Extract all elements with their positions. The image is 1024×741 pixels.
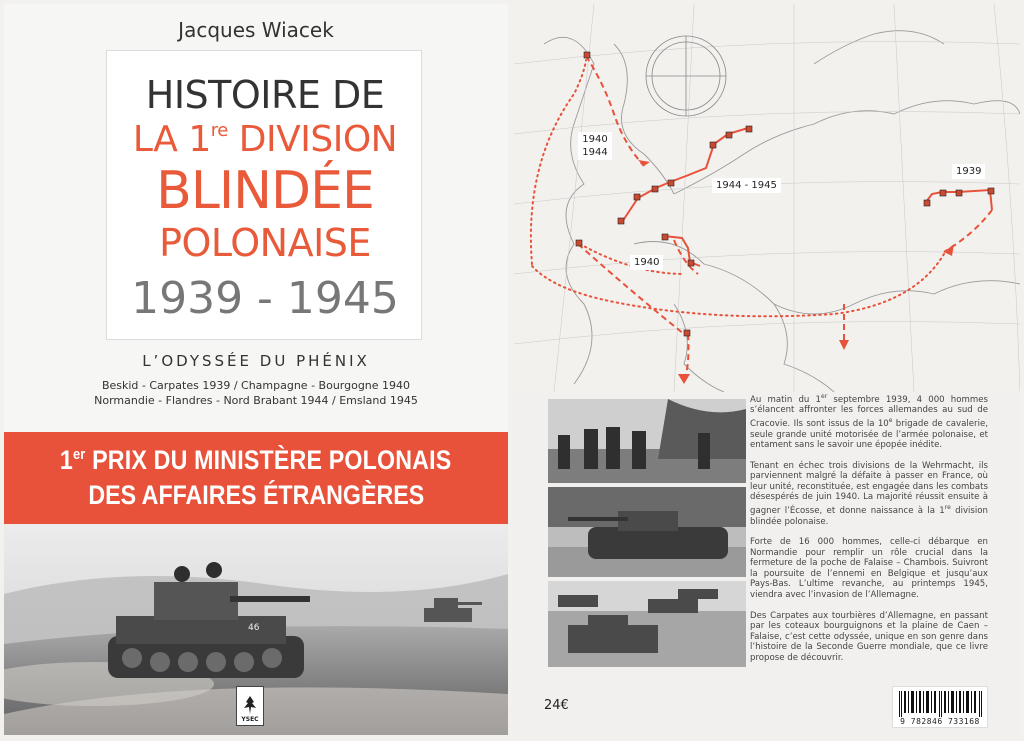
prize-banner <box>4 432 508 524</box>
barcode-icon <box>893 689 989 719</box>
blurb-paragraph-3: Forte de 16 000 hommes, celle-ci débarque en Normandie pour remplir un rôle crucial dans la fermeture de la poche de Falaise – Chambois. Suivront la poursuite de l’ennemi en Belgique et jusqu’aux Pays-Bas. L’ultime revanche, au printemps 1945, viendra avec l’invasion de l’Allemagne. <box>750 537 988 601</box>
subtitle: L’ODYSSÉE DU PHÉNIX <box>142 352 370 370</box>
blurb-paragraph-1: Au matin du 1er septembre 1939, 4 000 hommes s’élancent affronter les forces allemandes au sud de Cracovie. Ils sont issus de la 10e brigade de cavalerie, seule grande unité motorisée de l’armée polonaise, et entament sans le savoir une épopée inédite. <box>750 393 988 451</box>
isbn-number: 9 782846 733168 <box>900 717 980 726</box>
author-name: Jacques Wiacek <box>178 18 334 42</box>
map-label-1939: 1939 <box>952 164 985 179</box>
price-label: 24€ <box>544 698 569 713</box>
campaigns-line-1: Beskid - Carpates 1939 / Champagne - Bourgogne 1940 <box>101 379 411 392</box>
title-line-histoire: HISTOIRE DE <box>145 73 385 117</box>
campaign-map <box>514 4 1020 392</box>
svg-text:46: 46 <box>248 623 260 633</box>
phoenix-icon <box>241 694 259 716</box>
title-line-division: LA 1re DIVISION <box>132 119 398 160</box>
title-line-blindee: BLINDÉE <box>156 161 374 221</box>
campaign-list <box>4 378 508 408</box>
isbn-barcode <box>892 686 988 728</box>
europe-map-illustration <box>514 4 1020 392</box>
back-blurb <box>750 392 988 674</box>
prize-line-1: 1er PRIX DU MINISTÈRE POLONAIS <box>60 445 452 475</box>
map-label-1940-1944: 1940 1944 <box>578 132 612 160</box>
publisher-logo <box>236 686 264 726</box>
title-box <box>106 50 422 340</box>
back-cover <box>514 4 1020 735</box>
photo-tank <box>548 487 746 577</box>
map-label-1944-1945: 1944 - 1945 <box>712 178 781 193</box>
photo-armored-column <box>548 581 746 667</box>
map-label-1940: 1940 <box>630 255 663 270</box>
campaigns-line-2: Normandie - Flandres - Nord Brabant 1944 / Emsland 1945 <box>94 394 418 407</box>
title-line-polonaise: POLONAISE <box>159 221 371 265</box>
title-years: 1939 - 1945 <box>131 273 399 324</box>
front-cover <box>4 4 508 735</box>
blurb-paragraph-2: Tenant en échec trois divisions de la Wehrmacht, ils parviennent malgré la défaite à passer en France, où leur unité, reconstituée, est engagée dans les combats désespérés de juin 1940. La majorité réussit ensuite à gagner l’Écosse, et donne naissance à la 1re division blindée polonaise. <box>750 460 988 527</box>
prize-line-2: DES AFFAIRES ÉTRANGÈRES <box>88 480 424 510</box>
blurb-paragraph-4: Des Carpates aux tourbières d’Allemagne, en passant par les coteaux bourguignons et la plaine de Caen – Falaise, c’est cette odyssée, unique en son genre dans l’histoire de la Seconde Guerre mondiale, que ce livre propose de découvrir. <box>750 610 988 664</box>
photo-soldiers <box>548 399 746 483</box>
publisher-logo-text: YSEC <box>241 716 259 723</box>
